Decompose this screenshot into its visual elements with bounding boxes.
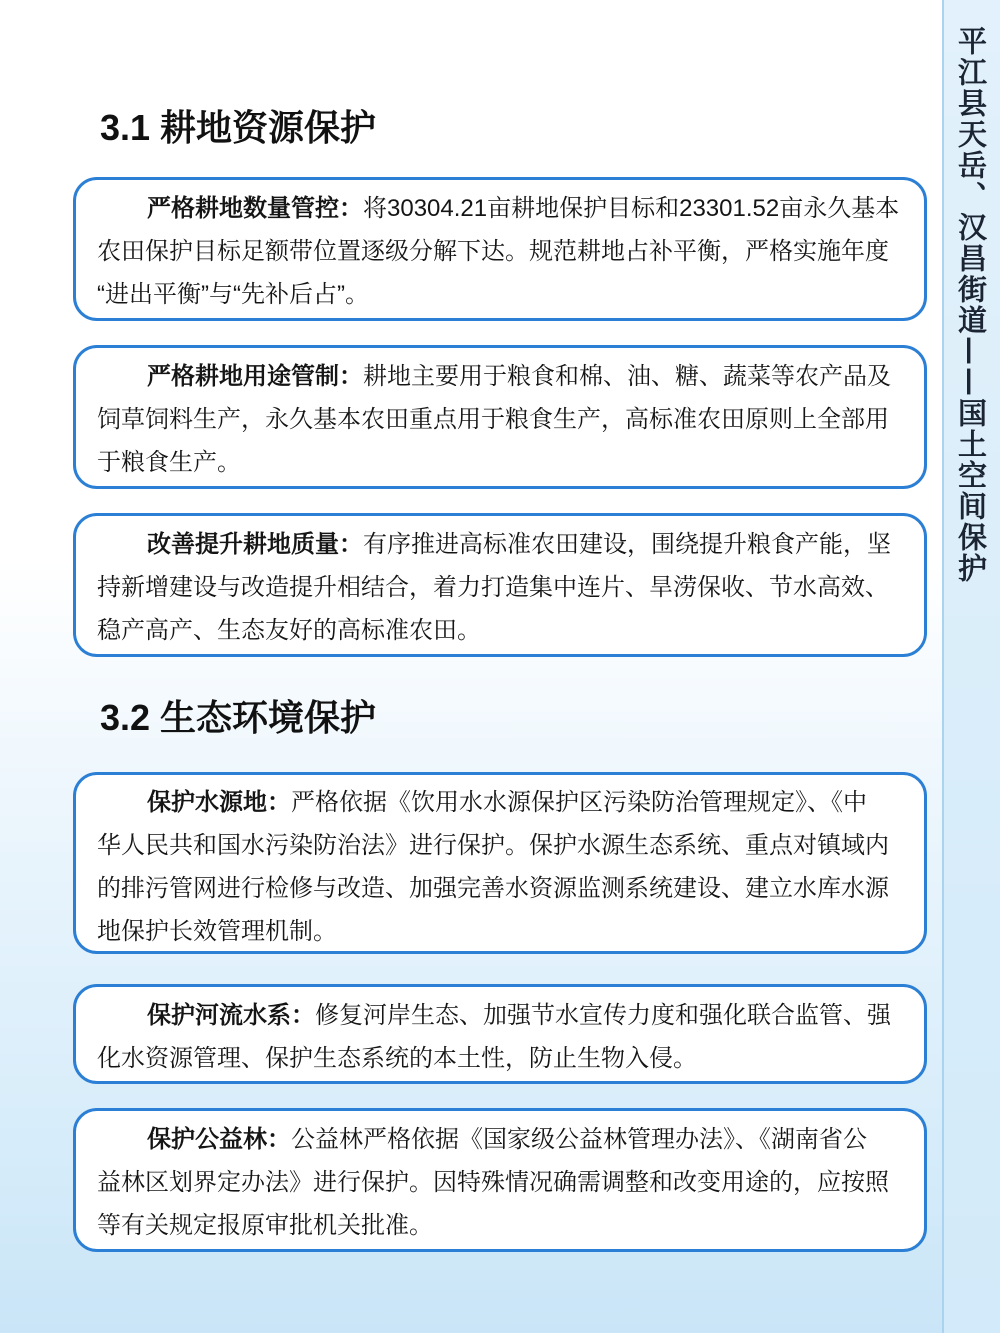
box-label: 严格耕地数量管控： [147,195,363,222]
info-box-public-forest [73,1108,927,1252]
box-text: 有序推进高标准农田建设，围绕提升粮食产能，坚 [363,531,891,558]
box-text: 地保护长效管理机制。 [97,918,337,945]
box-text: 益林区划界定办法》进行保护。因特殊情况确需调整和改变用途的，应按照 [97,1169,889,1196]
box-text: 华人民共和国水污染防治法》进行保护。保护水源生态系统、重点对镇域内 [97,832,889,859]
box-line [97,355,904,398]
box-text: 等有关规定报原审批机关批准。 [97,1212,433,1239]
box-label: 保护河流水系： [147,1002,315,1029]
box-text: 农田保护目标足额带位置逐级分解下达。规范耕地占补平衡，严格实施年度 [97,238,889,265]
box-text: 于粮食生产。 [97,449,241,476]
box-text: 严格依据《饮用水水源保护区污染防治管理规定》、《中 [291,789,867,816]
section-heading-farmland: 3.1 耕地资源保护 [100,107,377,148]
info-box-farmland-quality [73,513,927,657]
box-text: 耕地主要用于粮食和棉、油、糖、蔬菜等农产品及 [363,363,891,390]
box-line [97,994,904,1037]
info-box-farmland-quantity [73,177,927,321]
box-text: 将30304.21亩耕地保护目标和23301.52亩永久基本 [363,195,900,222]
box-text: 化水资源管理、保护生态系统的本土性，防止生物入侵。 [97,1045,697,1072]
box-text: 饲草饲料生产，永久基本农田重点用于粮食生产，高标准农田原则上全部用 [97,406,889,433]
sidebar-strip [942,0,1000,1333]
section-heading-ecology: 3.2 生态环境保护 [100,697,377,738]
box-line [97,523,904,566]
box-text: 修复河岸生态、加强节水宣传力度和强化联合监管、强 [315,1002,891,1029]
box-text: 稳产高产、生态友好的高标准农田。 [97,617,481,644]
box-text: 持新增建设与改造提升相结合，着力打造集中连片、旱涝保收、节水高效、 [97,574,889,601]
box-line [97,781,904,824]
info-box-river-system [73,984,927,1084]
box-text: 公益林严格依据《国家级公益林管理办法》、《湖南省公 [291,1126,867,1153]
box-label: 保护水源地： [147,789,291,816]
box-text: “进出平衡”与“先补后占”。 [97,281,369,308]
box-label: 严格耕地用途管制： [147,363,363,390]
box-text: 的排污管网进行检修与改造、加强完善水资源监测系统建设、建立水库水源 [97,875,889,902]
box-label: 改善提升耕地质量： [147,531,363,558]
info-box-farmland-use [73,345,927,489]
sidebar-title: 平江县天岳、汉昌街道——国土空间保护 [954,26,988,584]
info-box-water-source [73,772,927,954]
box-label: 保护公益林： [147,1126,291,1153]
box-line [97,1118,904,1161]
box-line [97,187,904,230]
